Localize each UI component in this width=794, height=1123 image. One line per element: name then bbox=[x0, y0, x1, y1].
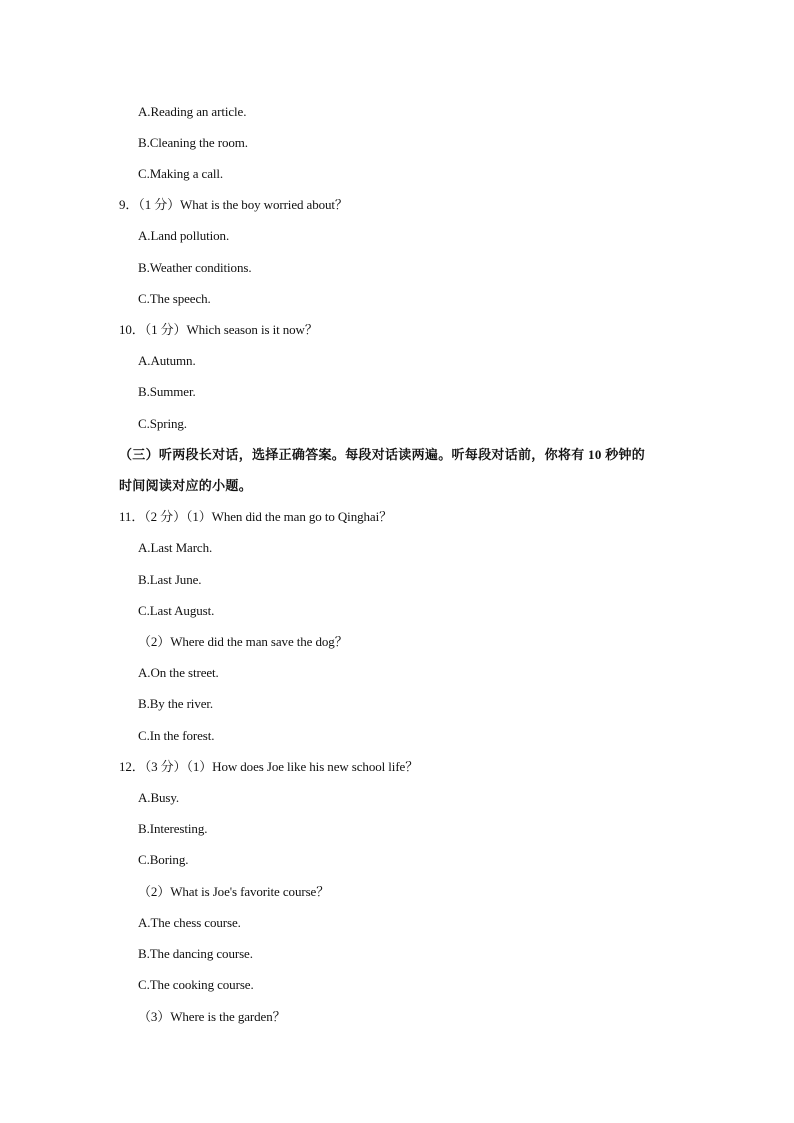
q12-2-option-a: A.The chess course. bbox=[138, 915, 241, 930]
q10-option-b: B.Summer. bbox=[138, 384, 196, 399]
q9-stem: 9．（1 分）What is the boy worried about？ bbox=[119, 197, 348, 212]
q11-2-option-c: C.In the forest. bbox=[138, 728, 215, 743]
q12-1-option-a: A.Busy. bbox=[138, 790, 180, 805]
q11-1-option-a: A.Last March. bbox=[138, 540, 213, 555]
q10-option-c: C.Spring. bbox=[138, 416, 187, 431]
q11-stem: 11．（2 分）（1）When did the man go to Qinghai？ bbox=[119, 509, 392, 524]
q12-2-option-c: C.The cooking course. bbox=[138, 977, 254, 992]
q8-option-b: B.Cleaning the room. bbox=[138, 135, 248, 150]
q10-stem: 10．（1 分）Which season is it now？ bbox=[119, 322, 318, 337]
q11-2-option-b: B.By the river. bbox=[138, 696, 214, 711]
q12-stem: 12．（3 分）（1）How does Joe like his new school life？ bbox=[119, 759, 419, 774]
q11-sub2-stem: （2）Where did the man save the dog？ bbox=[138, 634, 348, 649]
q9-option-b: B.Weather conditions. bbox=[138, 260, 252, 275]
q12-sub3-stem: （3）Where is the garden？ bbox=[138, 1009, 286, 1024]
section3-heading-line1: （三）听两段长对话，选择正确答案。每段对话读两遍。听每段对话前，你将有 10 秒钟的 bbox=[119, 447, 646, 462]
q12-1-option-b: B.Interesting. bbox=[138, 821, 208, 836]
section3-heading-line2: 时间阅读对应的小题。 bbox=[119, 478, 253, 493]
q12-sub2-stem: （2）What is Joe's favorite course？ bbox=[138, 884, 330, 899]
q11-2-option-a: A.On the street. bbox=[138, 665, 219, 680]
q8-option-a: A.Reading an article. bbox=[138, 104, 247, 119]
q12-2-option-b: B.The dancing course. bbox=[138, 946, 253, 961]
q12-1-option-c: C.Boring. bbox=[138, 852, 189, 867]
q10-option-a: A.Autumn. bbox=[138, 353, 196, 368]
q11-1-option-b: B.Last June. bbox=[138, 572, 202, 587]
q9-option-a: A.Land pollution. bbox=[138, 228, 230, 243]
q9-option-c: C.The speech. bbox=[138, 291, 211, 306]
q8-option-c: C.Making a call. bbox=[138, 166, 224, 181]
q11-1-option-c: C.Last August. bbox=[138, 603, 215, 618]
